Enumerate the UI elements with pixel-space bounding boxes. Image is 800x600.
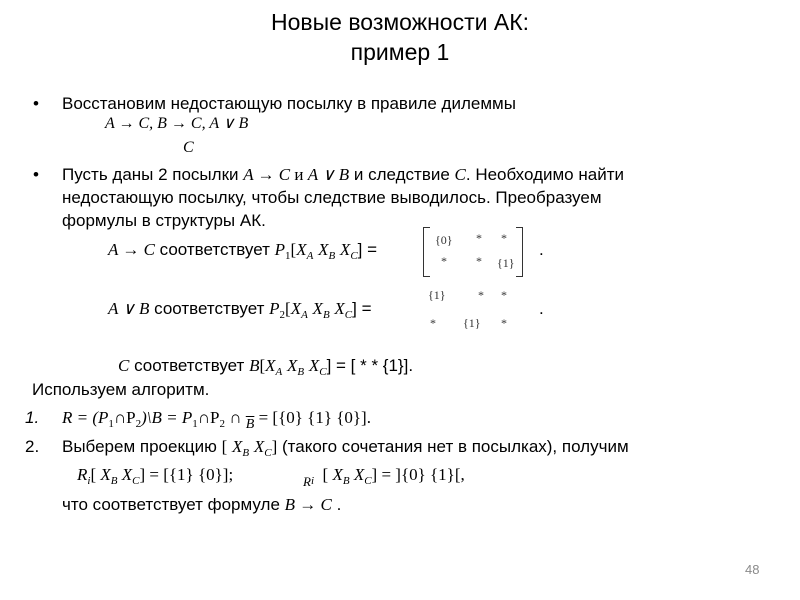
step2-number: 2.: [25, 437, 40, 456]
formula-c: C соответствует $B[X_A$ $X_B$ $X_C$] = [ * * {1}].: [118, 356, 414, 378]
page-number: 48: [745, 562, 760, 577]
step2-projection2: $_{Ri}$ [ $X_B$ $X_C] = ]\{0\}$ {1}[,: [303, 465, 465, 489]
step2-projection1: $R_i$[ $X_B$ $X_C] = [\{1\}$ {0}];: [77, 465, 234, 487]
bullet2-line3: формулы в структуры АК.: [62, 211, 266, 230]
matrix-p1: {0} * * * * {1}: [423, 227, 523, 277]
period: .: [539, 240, 544, 259]
algorithm-heading: Используем алгоритм.: [32, 380, 210, 399]
slide-title-line1: Новые возможности АК:: [271, 9, 529, 35]
matrix-p2: {1} * * * {1} *: [428, 288, 507, 330]
bullet1-text: Восстановим недостающую посылку в правиле дилеммы: [62, 94, 516, 113]
step1-formula: $R = (P_1\cap P_2)\backslash B$ = $P_1\cap P_2$ ∩ $_{\overline{B}}$ = [{0} {1} {0}].: [62, 408, 371, 432]
formula-p1: A → C соответствует $P_1[X_A$ $X_B$ $X_C$] =: [108, 240, 378, 262]
step1-number: 1.: [25, 408, 40, 427]
step2-line3: что соответствует формуле B → C .: [62, 495, 342, 514]
slide-title-line2: пример 1: [350, 39, 450, 65]
bullet2-line2: недостающую посылку, чтобы следствие выводилось. Преобразуем: [62, 188, 602, 207]
dilemma-premises: A → C, B → C, A ∨ B: [105, 115, 249, 132]
bullet: •: [33, 165, 39, 184]
dilemma-conclusion: C: [183, 139, 194, 156]
bullet: •: [33, 94, 39, 113]
formula-p2: A ∨ B соответствует $P_2[X_A$ $X_B$ $X_C$] =: [108, 299, 372, 321]
period: .: [539, 299, 544, 318]
bullet2-line1: Пусть даны 2 посылки A → C и A ∨ B и следствие C. Необходимо найти: [62, 165, 624, 184]
step2-line1: Выберем проекцию [ $X_B$ $X_C$] (такого сочетания нет в посылках), получим: [62, 437, 629, 459]
